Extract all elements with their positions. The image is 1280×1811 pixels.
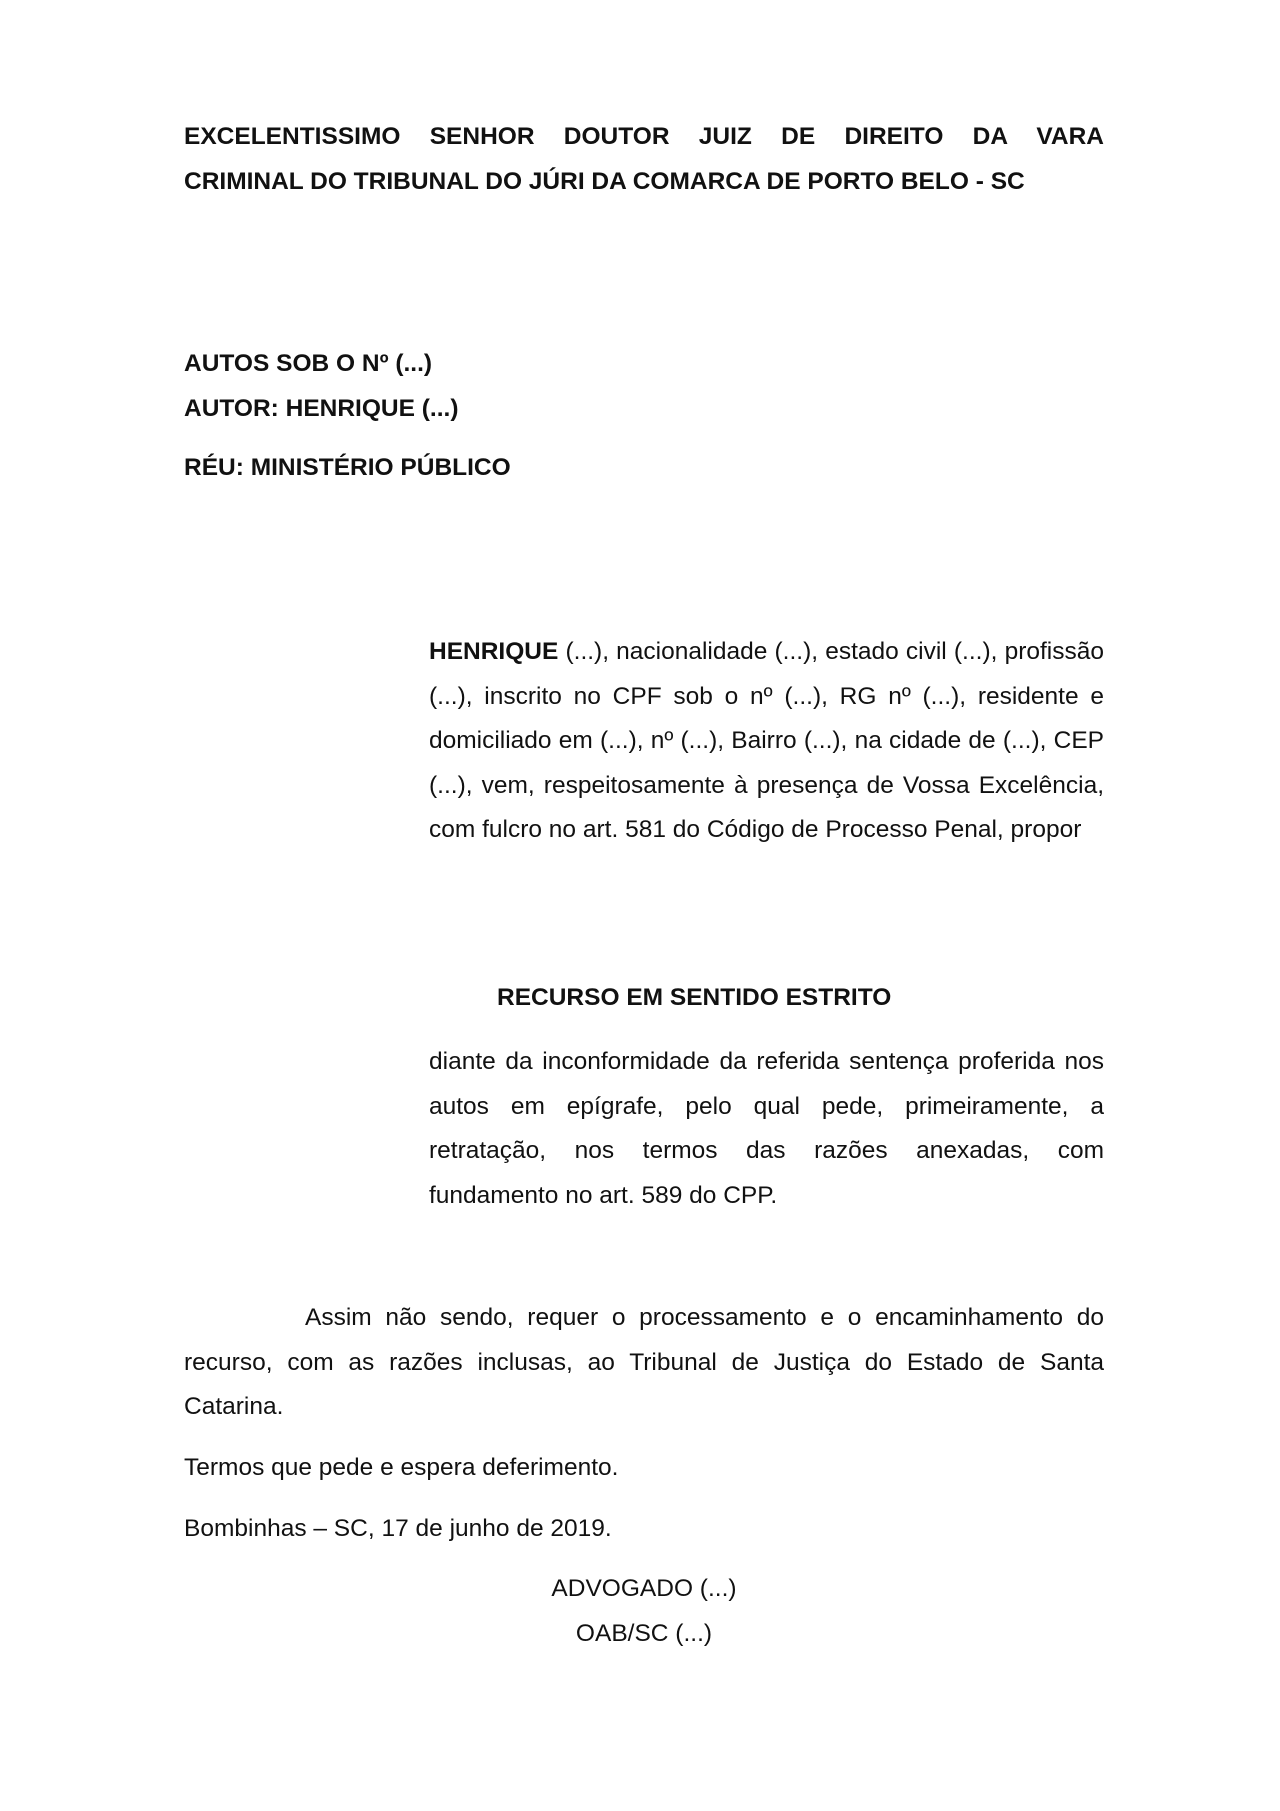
case-author: AUTOR: HENRIQUE (...) [184, 394, 459, 422]
qualification-paragraph [429, 630, 1104, 853]
addressee-line-2: CRIMINAL DO TRIBUNAL DO JÚRI DA COMARCA DE PORTO BELO - SC [184, 167, 1025, 195]
case-number: AUTOS SOB O Nº (...) [184, 350, 433, 377]
closing-paragraph: Assim não sendo, requer o processamento e o encaminhamento do recurso, com as razões inclusas, ao Tribunal de Justiça do Estado de Santa Catarina. [184, 1304, 1104, 1420]
petition-title: RECURSO EM SENTIDO ESTRITO [497, 984, 892, 1011]
addressee-line-1: EXCELENTISSIMO SENHOR DOUTOR JUIZ DE DIREITO DA VARA [184, 123, 1104, 150]
case-info [184, 342, 1104, 431]
case-defendant-wrap [184, 446, 1104, 491]
signature-oab: OAB/SC (...) [575, 1619, 713, 1647]
petitioner-name: HENRIQUE [429, 638, 559, 665]
request-paragraph: diante da inconformidade da referida sentença proferida nos autos em epígrafe, pelo qual pede, primeiramente, a retratação, nos termos das razões anexadas, com fundamento no art. 589 do CPP. [429, 1048, 1104, 1209]
qualification-text: (...), nacionalidade (...), estado civil (...), profissão (...), inscrito no CPF sob o nº (...), RG nº (...), residente e domiciliado em (...), nº (...), Bairro (...), na cidade de (...), CEP (...), vem, respeitosamente à presença de Vossa Excelência, com fulcro no art. 581 do Código de Processo Penal, propor [429, 638, 1104, 843]
closing-terms: Termos que pede e espera deferimento. [184, 1454, 619, 1481]
case-defendant: RÉU: MINISTÉRIO PÚBLICO [184, 454, 511, 481]
signature-name: ADVOGADO (...) [551, 1575, 737, 1602]
place-date: Bombinhas – SC, 17 de junho de 2019. [184, 1515, 612, 1542]
signature-block [444, 1567, 844, 1656]
addressee-header [184, 115, 1104, 204]
